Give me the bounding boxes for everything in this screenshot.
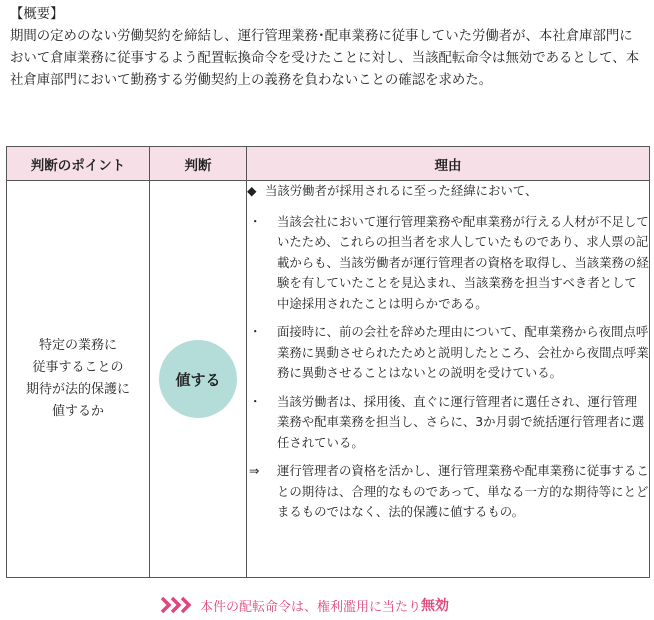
bullet-icon: ・	[249, 213, 262, 229]
verdict-badge	[159, 340, 237, 418]
table-header-row	[7, 147, 650, 181]
reason-text: 当該会社において運行管理業務や配車業務が行える人材が不足していたため、これらの担当者を求人していたものであり、求人票の記載からも、当該労働者が運行管理者の資格を取得し、当該業務の経験を有していたことを見込まれ、当該業務を担当すべき者として中途採用されたことは明らかである。	[277, 213, 649, 311]
reason-text: 面接時に、前の会社を辞めた理由について、配車業務から夜間点呼業務に異動させられたためと説明したところ、会社から夜間点呼業務に異動させることはないとの説明を受けている。	[277, 324, 649, 380]
conclusion-text: 本件の配転命令は、権利濫用に当たり	[200, 599, 422, 615]
judgment-table	[6, 146, 650, 578]
header-reason: 理由	[247, 147, 650, 181]
list-item	[247, 392, 649, 454]
right-arrow-icon: ⇒	[249, 463, 260, 478]
list-item	[247, 212, 649, 315]
triple-chevron-icon	[160, 596, 194, 614]
verdict-cell	[150, 181, 247, 578]
bullet-icon: ・	[249, 324, 262, 339]
reason-text: 当該労働者は、採用後、直ぐに運行管理者に選任され、運行管理業務や配車業務を担当し、さらに、3か月弱で統括運行管理者に選任されている。	[277, 393, 645, 450]
reason-cell	[247, 181, 650, 578]
reason-lead	[247, 181, 649, 202]
header-verdict: 判断	[150, 147, 247, 181]
point-cell	[7, 181, 150, 578]
summary	[10, 4, 646, 92]
point-text: 特定の業務に 従事することの 期待が法的保護に 値するか	[25, 338, 130, 419]
reason-text: 運行管理者の資格を活かし、運行管理業務や配車業務に従事することの期待は、合理的なものであって、単なる一方的な期待等にとどまるものではなく、法的保護に値するもの。	[277, 463, 649, 519]
table-row	[7, 181, 650, 578]
conclusion-emphasis: 無効	[421, 598, 450, 614]
conclusion	[160, 594, 560, 616]
bullet-icon: ・	[249, 393, 262, 409]
list-item	[247, 461, 649, 523]
header-point: 判断のポイント	[7, 147, 150, 181]
verdict-text: 値する	[175, 370, 221, 389]
list-item	[247, 322, 649, 384]
diamond-icon: ◆	[247, 183, 257, 198]
reason-lead-text: 当該労働者が採用されるに至った経緯において、	[265, 183, 538, 198]
summary-heading: 【概要】	[10, 7, 64, 22]
summary-body: 期間の定めのない労働契約を締結し、運行管理業務･配車業務に従事していた労働者が、本社倉庫部門において倉庫業務に従事するよう配置転換命令を受けたことに対し、当該配転命令は無効であるとして、本社倉庫部門において勤務する労働契約上の義務を負わないことの確認を求めた。	[10, 29, 640, 88]
